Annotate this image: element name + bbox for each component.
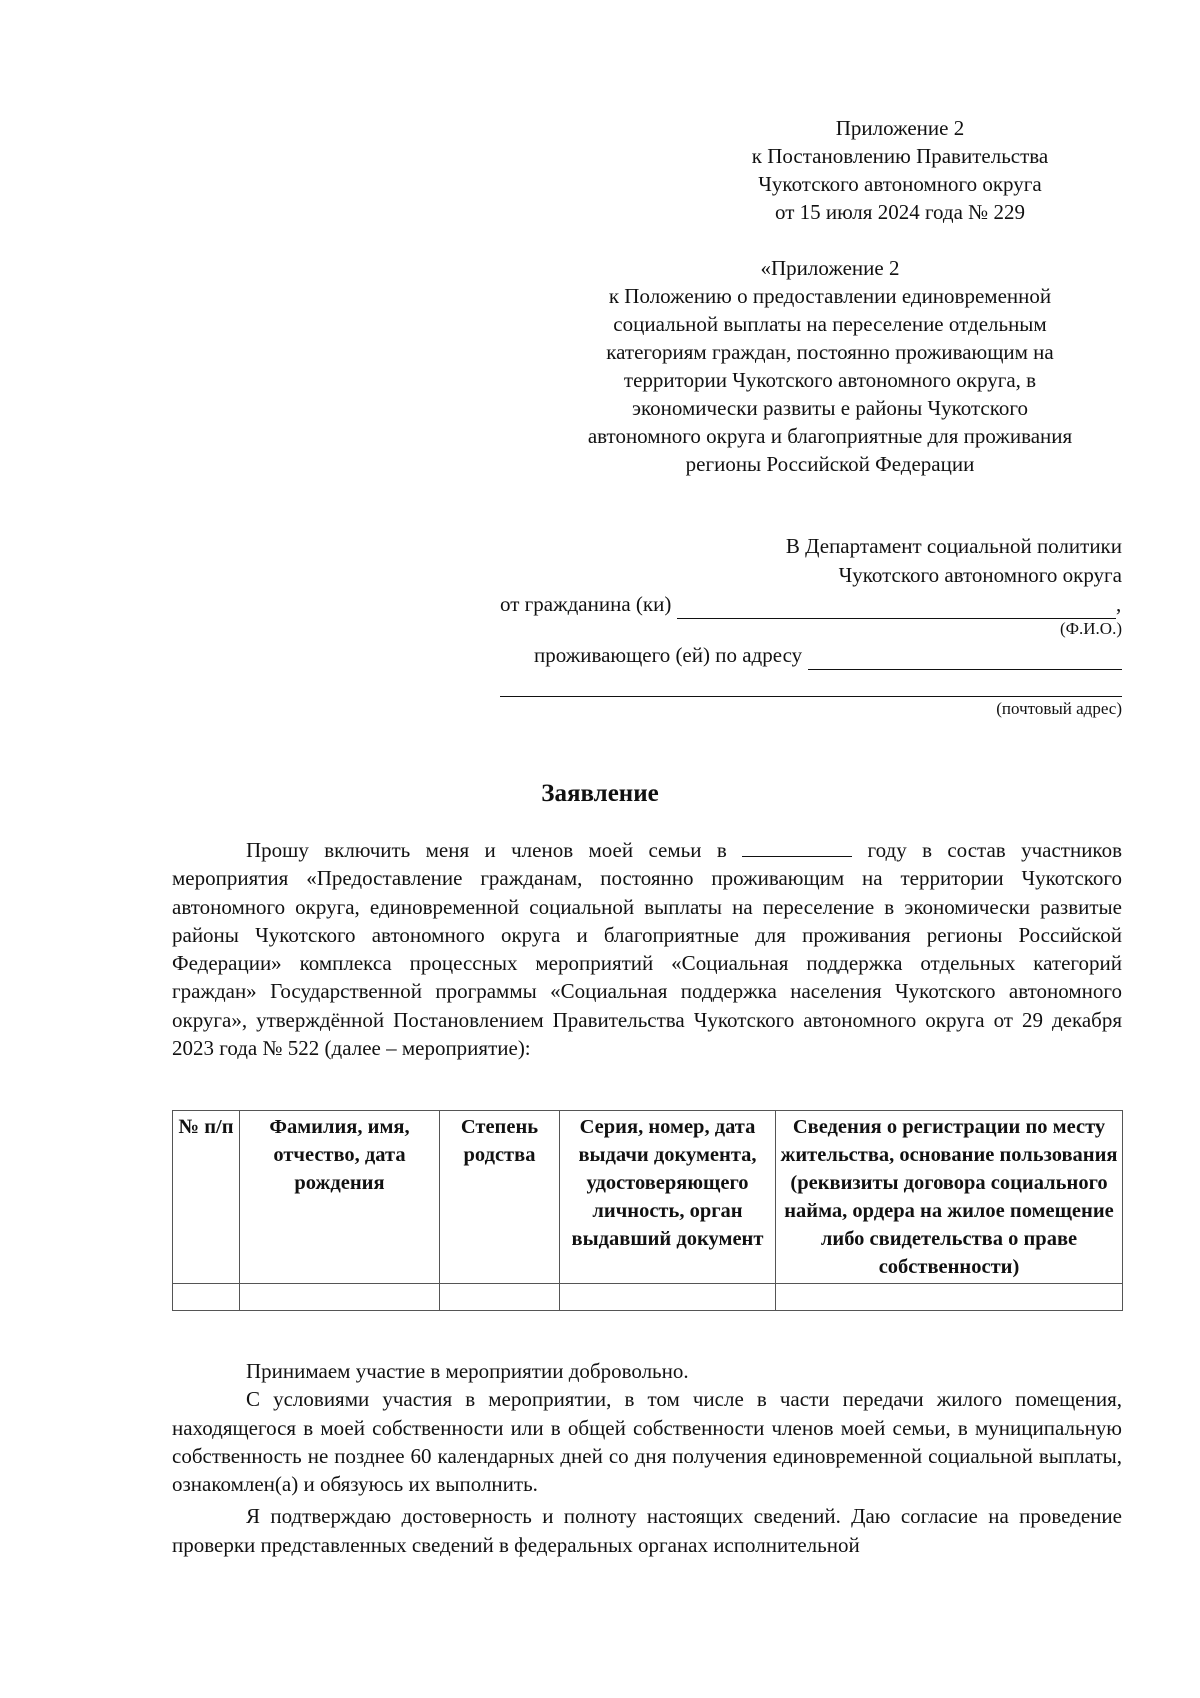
address-row (500, 641, 1122, 670)
quoted-annex-line: категориям граждан, постоянно проживающим на (606, 340, 1054, 364)
table-row (173, 1284, 1123, 1311)
fio-field[interactable] (677, 596, 1116, 619)
request-text-start: Прошу включить меня и членов моей семьи в (246, 838, 727, 862)
column-header-identity-document: Серия, номер, дата выдачи документа, удостоверяющего личность, орган выдавший документ (560, 1111, 776, 1284)
column-header-number: № п/п (173, 1111, 240, 1284)
quoted-annex-line: к Положению о предоставлении единовременной (608, 284, 1052, 308)
addressee-department (500, 532, 1122, 590)
request-paragraph (172, 836, 1122, 1062)
closing-text (172, 1357, 1122, 1559)
annex-line: от 15 июля 2024 года № 229 (775, 200, 1025, 224)
year-blank-field[interactable] (742, 838, 852, 857)
family-members-table (172, 1110, 1123, 1311)
table-header-row (173, 1111, 1123, 1284)
voluntary-paragraph: Принимаем участие в мероприятии добровольно. (246, 1359, 689, 1383)
addressee-block (500, 532, 1122, 721)
table-cell[interactable] (240, 1284, 440, 1311)
annex-header (700, 114, 1100, 226)
quoted-annex-line: автономного округа и благоприятные для проживания (587, 424, 1073, 448)
quoted-annex-line: территории Чукотского автономного округа, в (623, 368, 1037, 392)
from-citizen-row (500, 590, 1122, 619)
quoted-annex-line: экономически развиты е районы Чукотского (632, 396, 1028, 420)
quoted-annex-header (530, 254, 1130, 478)
request-text-rest: году в состав участников мероприятия «Предоставление гражданам, постоянно проживающим на территории Чукотского автономного округа, единовременной социальной выплаты на переселение в экономически развитые районы Чукотского автономного округа и благоприятные для проживания регионы Российской Федерации» комплекса процессных мероприятий «Социальная поддержка отдельных категорий граждан» Государственной программы «Социальная поддержка населения Чукотского автономного округа», утверждённой Постановлением Правительства Чукотского автономного округа от 29 декабря 2023 года № 522 (далее – мероприятие): (172, 838, 1122, 1061)
address-field-continuation[interactable] (500, 670, 1122, 697)
quoted-annex-line: регионы Российской Федерации (685, 452, 975, 476)
addressee-line: Чукотского автономного округа (838, 563, 1122, 587)
annex-line: Приложение 2 (835, 116, 965, 140)
column-header-registration: Сведения о регистрации по месту жительства, основание пользования (реквизиты договора социального найма, ордера на жилое помещение либо свидетельства о праве собственности) (776, 1111, 1123, 1284)
annex-line: Чукотского автономного округа (758, 172, 1042, 196)
addressee-line: В Департамент социальной политики (785, 534, 1122, 558)
table-cell[interactable] (440, 1284, 560, 1311)
column-header-full-name: Фамилия, имя, отчество, дата рождения (240, 1111, 440, 1284)
table-cell[interactable] (776, 1284, 1123, 1311)
address-label: проживающего (ей) по адресу (534, 643, 803, 667)
column-header-relationship: Степень родства (440, 1111, 560, 1284)
address-field[interactable] (808, 647, 1122, 670)
fio-caption: (Ф.И.О.) (1059, 619, 1122, 638)
consent-paragraph: Я подтверждаю достоверность и полноту настоящих сведений. Даю согласие на проведение проверки представленных сведений в федеральных органах исполнительной (172, 1504, 1122, 1557)
table-cell[interactable] (560, 1284, 776, 1311)
table-cell[interactable] (173, 1284, 240, 1311)
from-comma: , (1116, 592, 1122, 616)
from-citizen-label: от гражданина (ки) (500, 592, 672, 616)
quoted-annex-line: социальной выплаты на переселение отдельным (613, 312, 1047, 336)
document-title: Заявление (541, 780, 659, 807)
quoted-annex-line: «Приложение 2 (760, 256, 900, 280)
conditions-paragraph: С условиями участия в мероприятии, в том числе в части передачи жилого помещения, находящегося в моей собственности или в общей собственности членов моей семьи, в муниципальную собственность не позднее 60 календарных дней со дня получения единовременной социальной выплаты, ознакомлен(а) и обязуюсь их выполнить. (172, 1387, 1122, 1497)
annex-line: к Постановлению Правительства (751, 144, 1049, 168)
address-caption: (почтовый адрес) (996, 699, 1122, 718)
